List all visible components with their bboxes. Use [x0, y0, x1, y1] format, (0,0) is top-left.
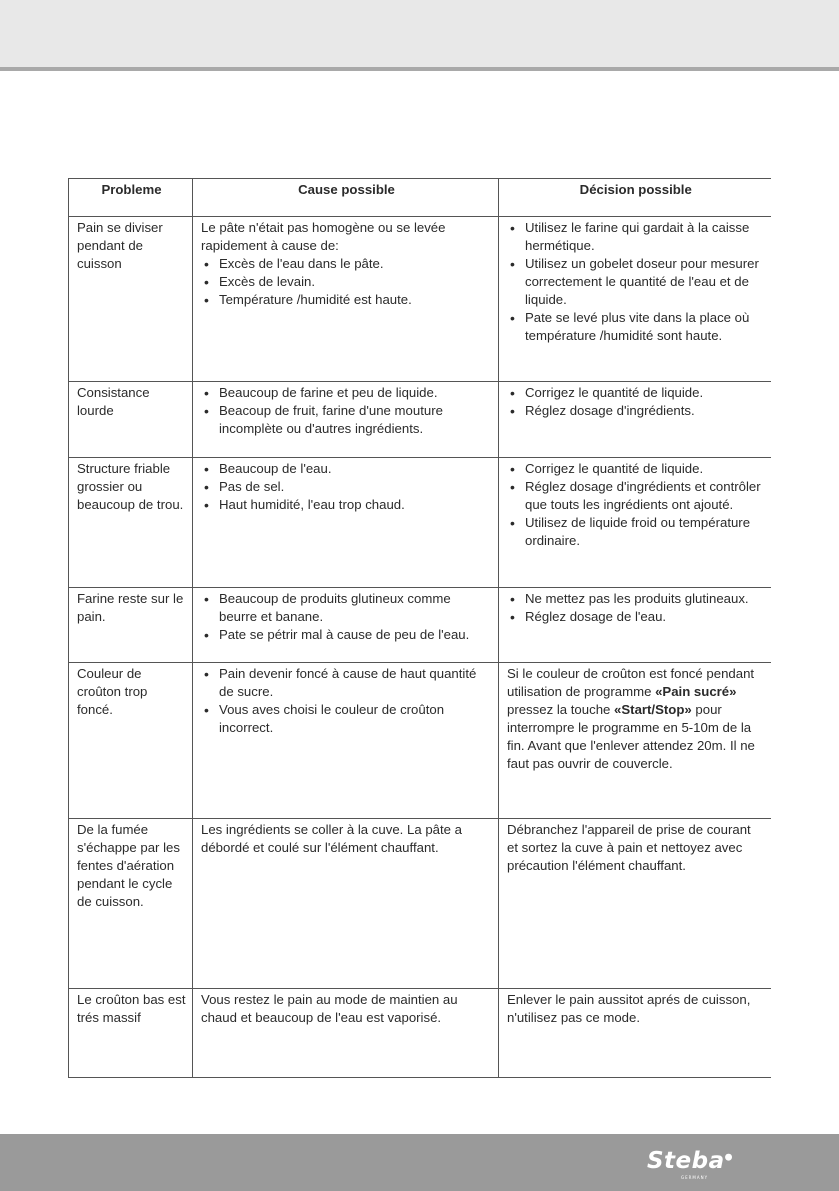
table-row — [69, 458, 771, 588]
problem-cell: De la fumée s'échappe par les fentes d'aération pendant le cycle de cuisson. — [69, 819, 193, 989]
cause-intro: Le pâte n'était pas homogène ou se levée rapidement à cause de: — [201, 220, 446, 253]
table-row — [69, 663, 771, 819]
header-probleme: Probleme — [69, 179, 193, 217]
header-cause: Cause possible — [193, 179, 499, 217]
list-item: • Pain devenir foncé à cause de haut quantité de sucre. — [201, 665, 492, 701]
list-item: • Beaucoup de farine et peu de liquide. — [201, 384, 492, 402]
list-item: • Beaucoup de l'eau. — [201, 460, 492, 478]
list-item: • Réglez dosage d'ingrédients et contrôler que touts les ingrédients ont ajouté. — [507, 478, 765, 514]
list-item: • Utilisez le farine qui gardait à la caisse hermétique. — [507, 219, 765, 255]
list-item: • Réglez dosage de l'eau. — [507, 608, 765, 626]
table-row — [69, 819, 771, 989]
decision-cell — [499, 458, 771, 588]
decision-text: Si le couleur de croûton est foncé pendant utilisation de programme — [507, 666, 755, 699]
decision-cell — [499, 588, 771, 663]
header-band — [0, 0, 839, 71]
list-item: • Pate se levé plus vite dans la place où température /humidité sont haute. — [507, 309, 765, 345]
decision-cell: Débranchez l'appareil de prise de courant et sortez la cuve à pain et nettoyez avec précaution l'élément chauffant. — [499, 819, 771, 989]
program-name: «Pain sucré» — [655, 684, 737, 699]
list-item: • Utilisez un gobelet doseur pour mesurer correctement le quantité de l'eau et de liquide. — [507, 255, 765, 309]
list-item: • Vous aves choisi le couleur de croûton incorrect. — [201, 701, 492, 737]
list-item: • Pas de sel. — [201, 478, 492, 496]
list-item: • Réglez dosage d'ingrédients. — [507, 402, 765, 420]
list-item: • Corrigez le quantité de liquide. — [507, 384, 765, 402]
cause-cell — [193, 663, 499, 819]
registered-mark-icon: ● — [724, 1152, 733, 1163]
table-row — [69, 588, 771, 663]
decision-text: pour interrompre le programme en 5-10m de la fin. Avant que l'enlever attendez 20m. Il ne faut pas ouvrir de couvercle. — [507, 702, 755, 771]
troubleshooting-table — [68, 178, 771, 1078]
logo-subtext: GERMANY — [680, 1175, 709, 1180]
cause-cell — [193, 588, 499, 663]
table-row — [69, 382, 771, 458]
problem-cell: Couleur de croûton trop foncé. — [69, 663, 193, 819]
list-item: • Corrigez le quantité de liquide. — [507, 460, 765, 478]
list-item: • Haut humidité, l'eau trop chaud. — [201, 496, 492, 514]
list-item: • Utilisez de liquide froid ou température ordinaire. — [507, 514, 765, 550]
problem-cell: Pain se diviser pendant de cuisson — [69, 217, 193, 382]
decision-cell — [499, 217, 771, 382]
cause-cell — [193, 217, 499, 382]
list-item: • Ne mettez pas les produits glutineaux. — [507, 590, 765, 608]
header-decision: Décision possible — [499, 179, 771, 217]
list-item: • Température /humidité est haute. — [201, 291, 492, 309]
list-item: • Excès de levain. — [201, 273, 492, 291]
problem-cell: Le croûton bas est trés massif — [69, 989, 193, 1078]
button-name: «Start/Stop» — [614, 702, 692, 717]
problem-cell: Consistance lourde — [69, 382, 193, 458]
steba-logo — [646, 1148, 733, 1180]
decision-cell — [499, 382, 771, 458]
logo-text: Steba — [646, 1148, 725, 1174]
table-header-row — [69, 179, 771, 217]
cause-cell: Les ingrédients se coller à la cuve. La pâte a débordé et coulé sur l'élément chauffant. — [193, 819, 499, 989]
footer-band — [0, 1134, 839, 1191]
decision-cell: Enlever le pain aussitot aprés de cuisson, n'utilisez pas ce mode. — [499, 989, 771, 1078]
table-row — [69, 217, 771, 382]
table-row — [69, 989, 771, 1078]
list-item: • Excès de l'eau dans le pâte. — [201, 255, 492, 273]
decision-text: pressez la touche — [507, 702, 611, 717]
list-item: • Beacoup de fruit, farine d'une mouture incomplète ou d'autres ingrédients. — [201, 402, 492, 438]
list-item: • Pate se pétrir mal à cause de peu de l'eau. — [201, 626, 492, 644]
cause-cell — [193, 382, 499, 458]
problem-cell: Structure friable grossier ou beaucoup de trou. — [69, 458, 193, 588]
problem-cell: Farine reste sur le pain. — [69, 588, 193, 663]
decision-cell — [499, 663, 771, 819]
list-item: • Beaucoup de produits glutineux comme beurre et banane. — [201, 590, 492, 626]
cause-cell — [193, 458, 499, 588]
cause-cell: Vous restez le pain au mode de maintien au chaud et beaucoup de l'eau est vaporisé. — [193, 989, 499, 1078]
